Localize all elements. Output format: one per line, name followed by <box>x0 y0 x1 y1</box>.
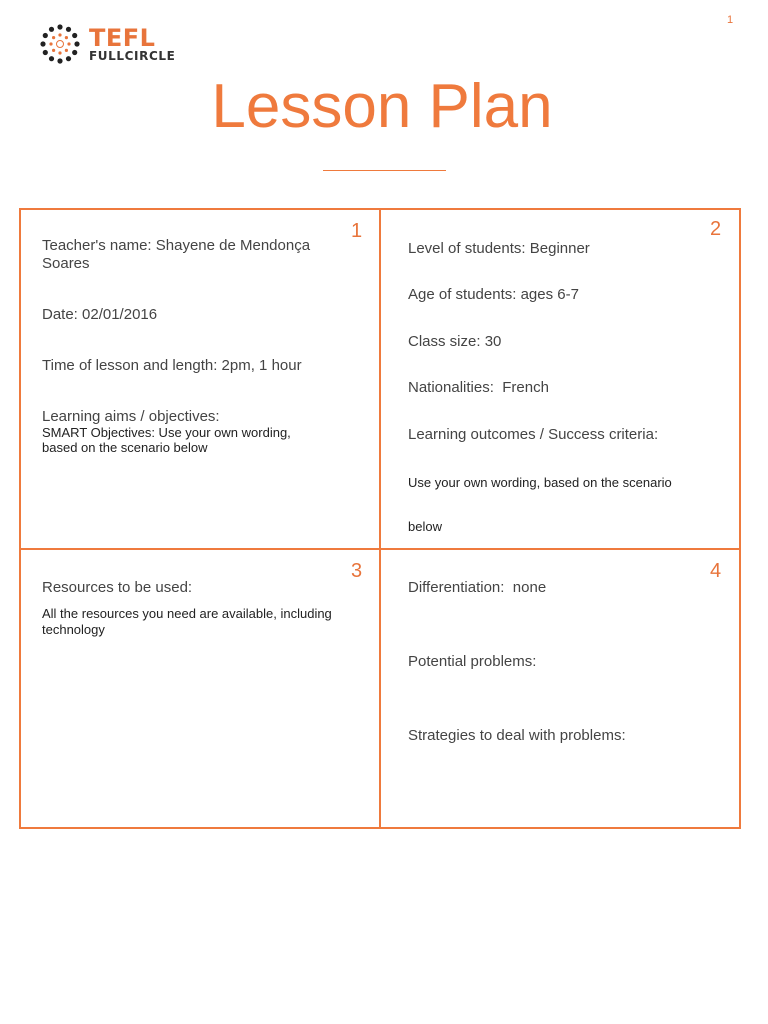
cell-4-content <box>408 578 708 778</box>
lesson-date: Date: 02/01/2016 <box>42 306 158 323</box>
cell-3-content <box>42 578 332 698</box>
title-divider <box>323 170 446 171</box>
differentiation-value: none <box>512 579 547 596</box>
resources-label: Resources to be used: <box>42 579 193 596</box>
cell-1-content <box>42 236 311 461</box>
potential-problems-label: Potential problems: <box>408 653 537 670</box>
grid-vertical-divider <box>379 208 381 829</box>
page-number: 1 <box>727 14 734 26</box>
level-label: Level of students: <box>408 240 526 257</box>
nationalities-label: Nationalities: <box>408 379 494 396</box>
logo-brand-bottom: FULLCIRCLE <box>89 49 176 63</box>
page-title: Lesson Plan <box>211 72 553 141</box>
aims-label: Learning aims / objectives: <box>42 408 220 425</box>
cell-1-number: 1 <box>351 220 363 242</box>
cell-2-number: 2 <box>710 218 722 240</box>
age-value: ages 6-7 <box>520 286 579 303</box>
grid-horizontal-divider <box>19 548 741 550</box>
resources-line1: All the resources you need are available, including <box>42 606 332 621</box>
nationalities-value: French <box>502 379 549 396</box>
class-size-label: Class size: <box>408 333 481 350</box>
lesson-time: Time of lesson and length: 2pm, 1 hour <box>42 357 302 374</box>
logo-brand-top: TEFL <box>89 24 156 52</box>
class-size-value: 30 <box>484 333 502 350</box>
outcomes-label: Learning outcomes / Success criteria: <box>408 426 659 443</box>
outcomes-line2: below <box>408 519 442 534</box>
cell-2-content <box>408 238 677 543</box>
strategies-label: Strategies to deal with problems: <box>408 727 626 744</box>
aims-line1: SMART Objectives: Use your own wording, <box>42 425 291 440</box>
teacher-name-line2: Soares <box>42 255 90 272</box>
age-label: Age of students: <box>408 286 517 303</box>
tefl-fullcircle-logo <box>40 24 190 64</box>
cell-4-number: 4 <box>710 560 722 582</box>
differentiation-label: Differentiation: <box>408 579 505 596</box>
resources-line2: technology <box>42 622 105 637</box>
teacher-name-line1: Teacher's name: Shayene de Mendonça <box>42 237 311 254</box>
level-value: Beginner <box>529 240 590 257</box>
cell-3-number: 3 <box>351 560 363 582</box>
aims-line2: based on the scenario below <box>42 440 208 455</box>
sun-circle-logo-icon <box>40 24 80 64</box>
outcomes-line1: Use your own wording, based on the scenario <box>408 475 672 490</box>
